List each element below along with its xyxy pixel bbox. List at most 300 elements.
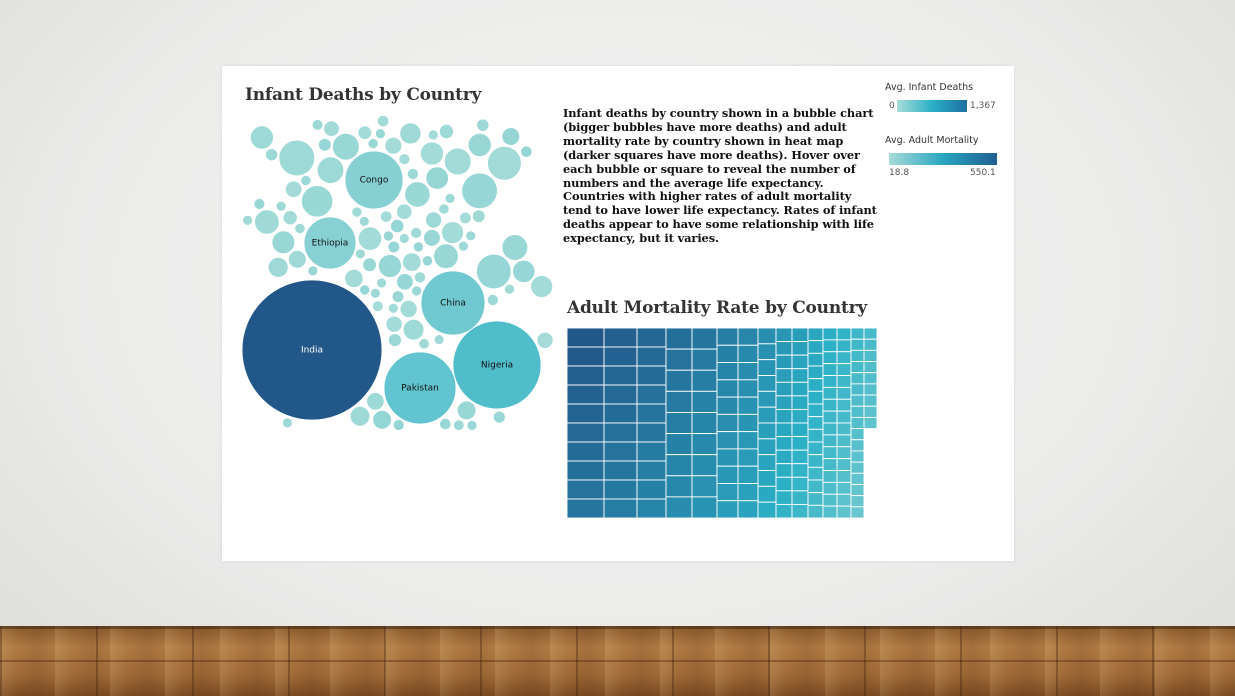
treemap-cell[interactable]	[717, 466, 738, 483]
treemap-cell[interactable]	[637, 404, 666, 423]
treemap-cell[interactable]	[851, 339, 864, 350]
treemap-cell[interactable]	[567, 328, 604, 347]
bubble[interactable]	[513, 260, 535, 282]
treemap-title: Adult Mortality Rate by Country	[567, 298, 868, 318]
bubble[interactable]	[393, 420, 404, 431]
bubble-label-pakistan: Pakistan	[401, 383, 439, 394]
bubble[interactable]	[377, 115, 389, 127]
treemap-cell[interactable]	[808, 480, 823, 493]
treemap-cell[interactable]	[637, 347, 666, 366]
bubble-label-india: India	[300, 345, 324, 356]
treemap-cell[interactable]	[823, 352, 837, 364]
treemap-cell[interactable]	[851, 507, 864, 518]
bubble[interactable]	[424, 230, 441, 247]
bubble[interactable]	[414, 272, 425, 283]
treemap-cell[interactable]	[823, 340, 837, 352]
treemap-cell[interactable]	[717, 449, 738, 466]
bubble[interactable]	[445, 193, 455, 203]
treemap-cell[interactable]	[666, 497, 692, 518]
treemap-cell[interactable]	[837, 506, 851, 518]
bubble[interactable]	[457, 401, 476, 420]
treemap-cell[interactable]	[823, 376, 837, 388]
bubble[interactable]	[399, 154, 410, 165]
bubble[interactable]	[386, 316, 402, 332]
bubble[interactable]	[279, 140, 315, 176]
treemap-cell[interactable]	[823, 435, 837, 447]
treemap-cell[interactable]	[864, 406, 877, 417]
treemap-cell[interactable]	[776, 355, 792, 369]
treemap-cell[interactable]	[666, 370, 692, 391]
treemap-cell[interactable]	[792, 504, 808, 518]
bubble[interactable]	[434, 335, 444, 345]
treemap-cell[interactable]	[823, 399, 837, 411]
bubble[interactable]	[283, 211, 297, 225]
treemap-cell[interactable]	[823, 447, 837, 459]
treemap-cell[interactable]	[738, 345, 758, 362]
treemap-cell[interactable]	[717, 501, 738, 518]
treemap-cell[interactable]	[637, 366, 666, 385]
treemap-cell[interactable]	[864, 384, 877, 395]
treemap-cell[interactable]	[717, 414, 738, 431]
bubble[interactable]	[413, 242, 423, 252]
bubble[interactable]	[439, 124, 453, 138]
bubble[interactable]	[504, 284, 514, 294]
bubble[interactable]	[466, 231, 476, 241]
treemap-cell[interactable]	[792, 491, 808, 505]
bubble[interactable]	[444, 148, 471, 175]
treemap-cell[interactable]	[851, 395, 864, 406]
bubble[interactable]	[459, 241, 469, 251]
treemap-cell[interactable]	[738, 449, 758, 466]
treemap-cell[interactable]	[851, 328, 864, 339]
treemap-cell[interactable]	[776, 491, 792, 505]
treemap-cell[interactable]	[823, 328, 837, 340]
treemap-cell[interactable]	[792, 396, 808, 410]
treemap-cell[interactable]	[604, 480, 637, 499]
treemap-cell[interactable]	[837, 328, 851, 340]
bubble[interactable]	[370, 288, 380, 298]
bubble[interactable]	[412, 286, 422, 296]
treemap-cell[interactable]	[637, 423, 666, 442]
treemap-cell[interactable]	[738, 363, 758, 380]
treemap-cell[interactable]	[837, 376, 851, 388]
treemap-cell[interactable]	[637, 499, 666, 518]
treemap-cell[interactable]	[837, 387, 851, 399]
treemap-cell[interactable]	[851, 429, 864, 440]
bubble[interactable]	[350, 406, 370, 426]
bubble[interactable]	[295, 223, 305, 233]
bubble[interactable]	[301, 175, 311, 185]
bubble[interactable]	[426, 212, 442, 228]
treemap-cell[interactable]	[567, 461, 604, 480]
treemap-cell[interactable]	[776, 328, 792, 342]
bubble-label-congo: Congo	[359, 175, 389, 186]
treemap-cell[interactable]	[851, 373, 864, 384]
treemap-cell[interactable]	[823, 506, 837, 518]
bubble[interactable]	[375, 129, 385, 139]
bubble[interactable]	[472, 210, 485, 223]
treemap-cell[interactable]	[792, 437, 808, 451]
bubble[interactable]	[493, 411, 505, 423]
treemap-cell[interactable]	[692, 455, 717, 476]
bubble[interactable]	[400, 123, 421, 144]
treemap-cell[interactable]	[758, 471, 776, 487]
bubble[interactable]	[385, 137, 402, 154]
bubble[interactable]	[288, 250, 306, 268]
treemap-chart[interactable]	[567, 328, 877, 518]
treemap-cell[interactable]	[758, 391, 776, 407]
bubble[interactable]	[388, 241, 400, 253]
bubble[interactable]	[308, 266, 318, 276]
treemap-cell[interactable]	[717, 345, 738, 362]
treemap-cell[interactable]	[604, 385, 637, 404]
treemap-cell[interactable]	[692, 328, 717, 349]
treemap-cell[interactable]	[823, 471, 837, 483]
treemap-cell[interactable]	[837, 399, 851, 411]
treemap-cell[interactable]	[851, 496, 864, 507]
bubble[interactable]	[367, 393, 385, 411]
bubble[interactable]	[255, 210, 280, 235]
treemap-cell[interactable]	[864, 339, 877, 350]
bubble[interactable]	[282, 418, 292, 428]
treemap-cell[interactable]	[792, 328, 808, 342]
treemap-cell[interactable]	[808, 391, 823, 404]
treemap-cell[interactable]	[808, 341, 823, 354]
bubble[interactable]	[363, 258, 377, 272]
treemap-cell[interactable]	[808, 429, 823, 442]
treemap-cell[interactable]	[717, 432, 738, 449]
treemap-cell[interactable]	[864, 417, 877, 428]
treemap-cell[interactable]	[738, 432, 758, 449]
treemap-cell[interactable]	[738, 328, 758, 345]
bubble[interactable]	[397, 204, 412, 219]
treemap-cell[interactable]	[567, 347, 604, 366]
bubble[interactable]	[428, 130, 438, 140]
bubble[interactable]	[399, 234, 409, 244]
bubble[interactable]	[521, 146, 532, 157]
bubble-chart-title: Infant Deaths by Country	[245, 85, 482, 105]
treemap-cell[interactable]	[637, 328, 666, 347]
treemap-cell[interactable]	[717, 380, 738, 397]
treemap-cell[interactable]	[692, 434, 717, 455]
treemap-cell[interactable]	[717, 483, 738, 500]
treemap-cell[interactable]	[823, 423, 837, 435]
description-text: Infant deaths by country shown in a bubble chart (bigger bubbles have more deaths) and adult mortality rate by country shown in heat map (darker squares have more deaths). Hover over each bubble or square to reveal the number of numbers and the average life expectancy. Countries with higher rates of adult mortality tend to have lower life expectancy. Rates of infant deaths appear to have some relationship with life expectancy, but it varies.	[563, 106, 877, 246]
treemap-cell[interactable]	[776, 396, 792, 410]
treemap-cell[interactable]	[692, 370, 717, 391]
treemap-cell[interactable]	[823, 459, 837, 471]
wooden-floor	[0, 626, 1235, 696]
bubble[interactable]	[333, 133, 360, 160]
treemap-cell[interactable]	[567, 423, 604, 442]
bubble[interactable]	[392, 291, 404, 303]
bubble[interactable]	[254, 199, 265, 210]
treemap-cell[interactable]	[864, 328, 877, 339]
treemap-cell[interactable]	[692, 497, 717, 518]
treemap-cell[interactable]	[792, 342, 808, 356]
treemap-cell[interactable]	[776, 382, 792, 396]
treemap-cell[interactable]	[776, 369, 792, 383]
treemap-cell[interactable]	[758, 455, 776, 471]
treemap-cell[interactable]	[567, 480, 604, 499]
bubble[interactable]	[391, 219, 404, 232]
treemap-cell[interactable]	[604, 499, 637, 518]
treemap-cell[interactable]	[808, 455, 823, 468]
bubble[interactable]	[377, 278, 387, 288]
treemap-cell[interactable]	[808, 505, 823, 518]
treemap-cell[interactable]	[837, 471, 851, 483]
bubble[interactable]	[405, 182, 430, 207]
treemap-cell[interactable]	[808, 467, 823, 480]
treemap-cell[interactable]	[837, 459, 851, 471]
bubble[interactable]	[359, 216, 369, 226]
bubble[interactable]	[411, 227, 422, 238]
treemap-cell[interactable]	[851, 350, 864, 361]
treemap-cell[interactable]	[864, 373, 877, 384]
legend-adult-color-ramp[interactable]	[889, 153, 997, 165]
bubble[interactable]	[324, 121, 340, 137]
bubble[interactable]	[388, 303, 398, 313]
treemap-cell[interactable]	[823, 411, 837, 423]
treemap-cell[interactable]	[692, 412, 717, 433]
treemap-cell[interactable]	[776, 450, 792, 464]
bubble[interactable]	[460, 212, 472, 224]
bubble[interactable]	[312, 120, 323, 131]
bubble[interactable]	[439, 204, 449, 214]
treemap-cell[interactable]	[738, 466, 758, 483]
bubble[interactable]	[358, 227, 381, 250]
treemap-cell[interactable]	[604, 442, 637, 461]
treemap-cell[interactable]	[808, 493, 823, 506]
bubble[interactable]	[388, 334, 401, 347]
treemap-cell[interactable]	[738, 380, 758, 397]
treemap-cell[interactable]	[851, 462, 864, 473]
bubble[interactable]	[467, 420, 477, 430]
treemap-cell[interactable]	[808, 366, 823, 379]
bubble[interactable]	[537, 332, 553, 348]
bubble[interactable]	[383, 231, 393, 241]
treemap-cell[interactable]	[837, 494, 851, 506]
treemap-cell[interactable]	[567, 366, 604, 385]
treemap-cell[interactable]	[851, 473, 864, 484]
bubble[interactable]	[372, 301, 383, 312]
treemap-cell[interactable]	[776, 464, 792, 478]
treemap-cell[interactable]	[666, 328, 692, 349]
treemap-cell[interactable]	[851, 417, 864, 428]
treemap-cell[interactable]	[808, 417, 823, 430]
bubble[interactable]	[345, 269, 363, 287]
treemap-cell[interactable]	[792, 369, 808, 383]
treemap-cell[interactable]	[808, 379, 823, 392]
treemap-cell[interactable]	[758, 328, 776, 344]
treemap-cell[interactable]	[604, 404, 637, 423]
treemap-cell[interactable]	[837, 364, 851, 376]
treemap-cell[interactable]	[851, 484, 864, 495]
treemap-cell[interactable]	[604, 366, 637, 385]
bubble[interactable]	[285, 181, 302, 198]
bubble[interactable]	[440, 418, 451, 429]
treemap-cell[interactable]	[808, 353, 823, 366]
treemap-cell[interactable]	[738, 414, 758, 431]
treemap-cell[interactable]	[792, 477, 808, 491]
bubble[interactable]	[400, 300, 417, 317]
treemap-cell[interactable]	[717, 363, 738, 380]
bubble[interactable]	[477, 254, 512, 289]
treemap-cell[interactable]	[837, 340, 851, 352]
bubble[interactable]	[420, 142, 443, 165]
treemap-cell[interactable]	[823, 364, 837, 376]
treemap-cell[interactable]	[776, 504, 792, 518]
bubble[interactable]	[360, 285, 370, 295]
bubble[interactable]	[301, 186, 332, 217]
treemap-cell[interactable]	[637, 442, 666, 461]
treemap-cell[interactable]	[808, 328, 823, 341]
treemap-cell[interactable]	[851, 362, 864, 373]
bubble[interactable]	[422, 256, 432, 266]
treemap-cell[interactable]	[738, 483, 758, 500]
bubble[interactable]	[318, 138, 331, 151]
treemap-cell[interactable]	[758, 423, 776, 439]
bubble[interactable]	[488, 146, 522, 180]
treemap-cell[interactable]	[837, 423, 851, 435]
treemap-cell[interactable]	[792, 423, 808, 437]
treemap-cell[interactable]	[692, 391, 717, 412]
bubble[interactable]	[266, 149, 278, 161]
treemap-cell[interactable]	[776, 423, 792, 437]
bubble[interactable]	[419, 339, 430, 350]
treemap-cell[interactable]	[637, 461, 666, 480]
treemap-cell[interactable]	[823, 494, 837, 506]
treemap-cell[interactable]	[864, 350, 877, 361]
bubble[interactable]	[403, 253, 422, 272]
treemap-cell[interactable]	[567, 404, 604, 423]
treemap-cell[interactable]	[776, 409, 792, 423]
legend-infant-min: 0	[889, 101, 895, 111]
treemap-cell[interactable]	[823, 387, 837, 399]
treemap-cell[interactable]	[758, 502, 776, 518]
treemap-cell[interactable]	[808, 442, 823, 455]
treemap-cell[interactable]	[864, 362, 877, 373]
bubble[interactable]	[373, 410, 392, 429]
treemap-cell[interactable]	[567, 442, 604, 461]
treemap-cell[interactable]	[837, 352, 851, 364]
bubble[interactable]	[407, 168, 418, 179]
bubble[interactable]	[403, 319, 424, 340]
bubble-label-china: China	[440, 298, 466, 309]
treemap-cell[interactable]	[823, 482, 837, 494]
treemap-cell[interactable]	[717, 397, 738, 414]
treemap-cell[interactable]	[692, 349, 717, 370]
treemap-cell[interactable]	[637, 385, 666, 404]
bubble[interactable]	[454, 420, 465, 431]
bubble[interactable]	[276, 201, 286, 211]
bubble[interactable]	[426, 167, 449, 190]
bubble[interactable]	[502, 235, 528, 261]
treemap-cell[interactable]	[666, 391, 692, 412]
legend-adult-min: 18.8	[889, 168, 910, 178]
treemap-cell[interactable]	[738, 501, 758, 518]
treemap-cell[interactable]	[837, 482, 851, 494]
treemap-cell[interactable]	[666, 412, 692, 433]
treemap-cell[interactable]	[758, 344, 776, 360]
treemap-cell[interactable]	[837, 411, 851, 423]
treemap-cell[interactable]	[808, 404, 823, 417]
treemap-cell[interactable]	[864, 395, 877, 406]
treemap-cell[interactable]	[758, 376, 776, 392]
treemap-cell[interactable]	[666, 455, 692, 476]
treemap-cell[interactable]	[776, 477, 792, 491]
treemap-cell[interactable]	[567, 499, 604, 518]
bubble[interactable]	[355, 249, 365, 259]
bubble-chart[interactable]	[222, 66, 562, 436]
bubble[interactable]	[368, 139, 378, 149]
bubble[interactable]	[462, 173, 498, 209]
treemap-cell[interactable]	[758, 360, 776, 376]
legend-infant-title: Avg. Infant Deaths	[885, 82, 974, 93]
treemap-cell[interactable]	[567, 385, 604, 404]
legend-adult-title: Avg. Adult Mortality	[885, 135, 979, 146]
treemap-cell[interactable]	[792, 382, 808, 396]
legend-infant-color-ramp[interactable]	[897, 100, 967, 112]
treemap-cell[interactable]	[738, 397, 758, 414]
treemap-cell[interactable]	[604, 328, 637, 347]
bubble[interactable]	[250, 126, 273, 149]
bubble[interactable]	[531, 276, 553, 298]
bubble[interactable]	[477, 119, 489, 131]
treemap-cell[interactable]	[758, 407, 776, 423]
bubble[interactable]	[487, 294, 498, 305]
treemap-cell[interactable]	[792, 355, 808, 369]
bubble[interactable]	[397, 274, 414, 291]
bubble[interactable]	[243, 215, 253, 225]
treemap-cell[interactable]	[851, 384, 864, 395]
treemap-cell[interactable]	[837, 435, 851, 447]
treemap-cell[interactable]	[851, 440, 864, 451]
bubble[interactable]	[272, 231, 295, 254]
treemap-cell[interactable]	[604, 461, 637, 480]
treemap-cell[interactable]	[792, 464, 808, 478]
treemap-cell[interactable]	[666, 434, 692, 455]
treemap-cell[interactable]	[792, 409, 808, 423]
treemap-cell[interactable]	[666, 476, 692, 497]
bubble[interactable]	[502, 128, 520, 146]
bubble[interactable]	[442, 222, 464, 244]
bubble[interactable]	[268, 257, 288, 277]
treemap-cell[interactable]	[851, 451, 864, 462]
bubble[interactable]	[317, 157, 344, 184]
treemap-cell[interactable]	[792, 450, 808, 464]
bubble[interactable]	[380, 211, 392, 223]
treemap-cell[interactable]	[758, 486, 776, 502]
bubble[interactable]	[468, 133, 491, 156]
bubble[interactable]	[379, 255, 402, 278]
bubble-label-nigeria: Nigeria	[480, 360, 514, 371]
treemap-cell[interactable]	[717, 328, 738, 345]
treemap-cell[interactable]	[692, 476, 717, 497]
treemap-cell[interactable]	[776, 437, 792, 451]
bubble[interactable]	[358, 126, 372, 140]
treemap-cell[interactable]	[776, 342, 792, 356]
bubble[interactable]	[352, 207, 362, 217]
treemap-cell[interactable]	[837, 447, 851, 459]
treemap-cell[interactable]	[604, 347, 637, 366]
treemap-cell[interactable]	[851, 406, 864, 417]
treemap-cell[interactable]	[758, 439, 776, 455]
treemap-cell[interactable]	[666, 349, 692, 370]
treemap-cell[interactable]	[604, 423, 637, 442]
treemap-cell[interactable]	[637, 480, 666, 499]
bubble[interactable]	[434, 244, 459, 269]
